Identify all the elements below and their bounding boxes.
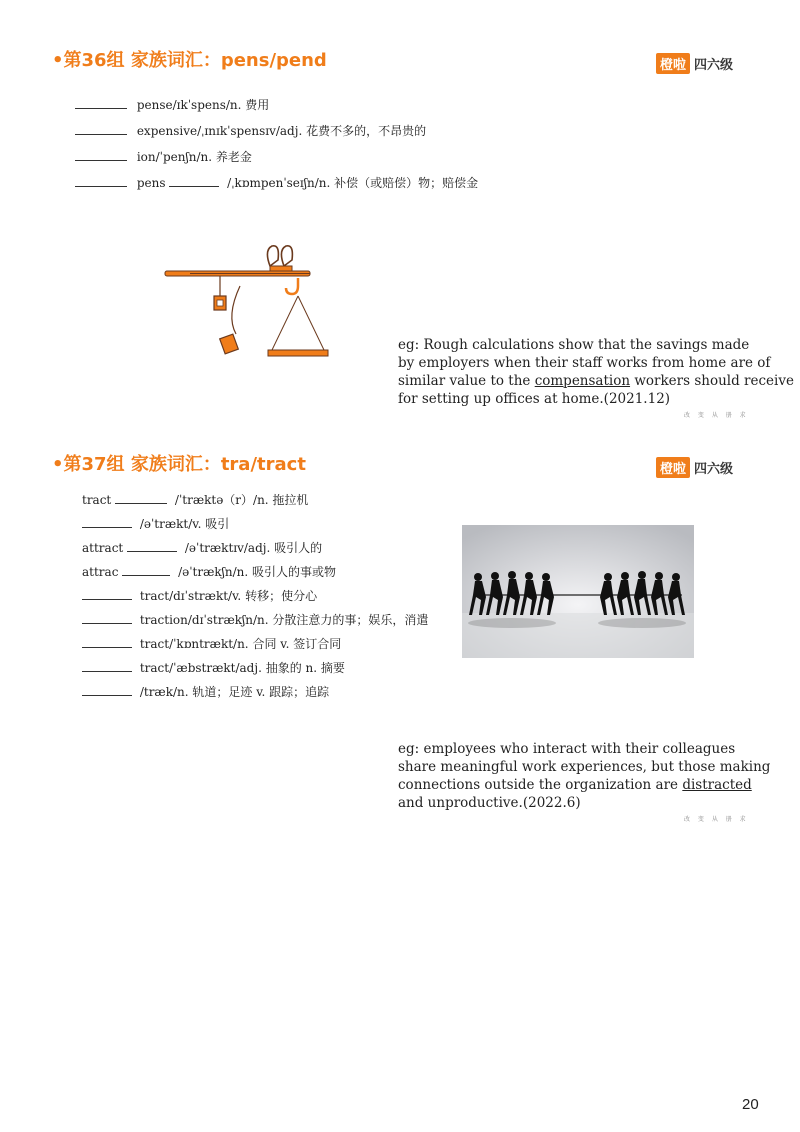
fill-blank xyxy=(169,174,219,187)
highlighted-word: compensation xyxy=(534,373,631,389)
brand-logo xyxy=(656,457,733,478)
highlighted-word: distracted xyxy=(682,777,752,793)
vocab-text: tract xyxy=(82,493,112,507)
vocab-text: expensive/ˌɪnɪkˈspensɪv/adj. 花费不多的，不昂贵的 xyxy=(136,124,427,138)
vocab-text: /ˈtræktə（r）/n. 拖拉机 xyxy=(174,493,309,507)
example-sentence-36 xyxy=(398,336,794,408)
vocab-line xyxy=(82,659,345,676)
vocab-text: /træk/n. 轨道；足迹 v. 跟踪；追踪 xyxy=(139,685,330,699)
vocab-text: tract/ˈæbstrækt/adj. 抽象的 n. 摘要 xyxy=(139,661,345,675)
vocab-text: tract/dɪˈstrækt/v. 转移；使分心 xyxy=(139,589,318,603)
brand-level: 四六级 xyxy=(694,462,734,477)
brand-name: 橙啦 xyxy=(656,457,690,478)
fill-blank xyxy=(75,96,127,109)
fill-blank xyxy=(82,683,132,696)
brand-logo xyxy=(656,53,733,74)
vocab-line xyxy=(82,635,341,652)
vocab-text: ion/ˈpenʃn/n. 养老金 xyxy=(136,150,252,164)
example-sentence-37 xyxy=(398,740,770,812)
vocab-line xyxy=(82,539,322,556)
vocab-line xyxy=(82,491,308,508)
fill-blank xyxy=(82,611,132,624)
fill-blank xyxy=(122,563,170,576)
vocab-text: traction/dɪˈstrækʃn/n. 分散注意力的事；娱乐，消遣 xyxy=(139,613,429,627)
fill-blank xyxy=(127,539,177,552)
vocab-line xyxy=(82,515,229,532)
vocab-text: /əˈtrækt/v. 吸引 xyxy=(139,517,230,531)
balance-scale-illustration xyxy=(160,238,335,368)
vocab-line xyxy=(82,683,329,700)
fill-blank xyxy=(75,174,127,187)
example-line: eg: employees who interact with their colleagues xyxy=(398,741,736,757)
page-number: 20 xyxy=(742,1096,759,1113)
brand-name: 橙啦 xyxy=(656,53,690,74)
example-line: share meaningful work experiences, but those making xyxy=(398,759,771,775)
fill-blank xyxy=(82,659,132,672)
fill-blank xyxy=(82,587,132,600)
fill-blank xyxy=(75,148,127,161)
example-line xyxy=(398,372,794,390)
example-line: eg: Rough calculations show that the savings made xyxy=(398,337,750,353)
vocab-text: tract/ˈkɒntrækt/n. 合同 v. 签订合同 xyxy=(139,637,342,651)
brand-level: 四六级 xyxy=(694,58,734,73)
fill-blank xyxy=(82,515,132,528)
tug-of-war-photo xyxy=(462,525,694,658)
footer-note: 改 变 从 册 求 xyxy=(684,412,749,419)
vocab-line xyxy=(75,96,269,113)
fill-blank xyxy=(75,122,127,135)
footer-note: 改 变 从 册 求 xyxy=(684,816,749,823)
example-text: similar value to the xyxy=(398,373,535,389)
vocab-text: /əˈtræktɪv/adj. 吸引人的 xyxy=(184,541,323,555)
vocab-line xyxy=(75,148,252,165)
section-heading-36: •第36组 家族词汇：pens/pend xyxy=(52,50,327,71)
fill-blank xyxy=(82,635,132,648)
vocab-line xyxy=(82,587,317,604)
vocab-text: /ˌkɒmpenˈseɪʃn/n. 补偿（或赔偿）物；赔偿金 xyxy=(227,176,479,190)
example-text: workers should receive xyxy=(630,373,794,389)
vocab-text: attrac xyxy=(82,565,119,579)
example-line: by employers when their staff works from home are of xyxy=(398,355,771,371)
example-text: connections outside the organization are xyxy=(398,777,683,793)
section-heading-37: •第37组 家族词汇：tra/tract xyxy=(52,454,306,475)
vocab-text: pense/ɪkˈspens/n. 费用 xyxy=(136,98,270,112)
vocab-line xyxy=(82,611,428,628)
example-line: for setting up offices at home.(2021.12) xyxy=(398,391,671,407)
vocab-line xyxy=(75,174,478,191)
example-line: and unproductive.(2022.6) xyxy=(398,795,581,811)
vocab-line xyxy=(82,563,336,580)
example-line xyxy=(398,776,770,794)
vocab-text: /əˈtrækʃn/n. 吸引人的事或物 xyxy=(178,565,337,579)
fill-blank xyxy=(115,491,167,504)
vocab-text: pens xyxy=(136,176,166,190)
vocab-line xyxy=(75,122,426,139)
vocab-text: attract xyxy=(82,541,124,555)
